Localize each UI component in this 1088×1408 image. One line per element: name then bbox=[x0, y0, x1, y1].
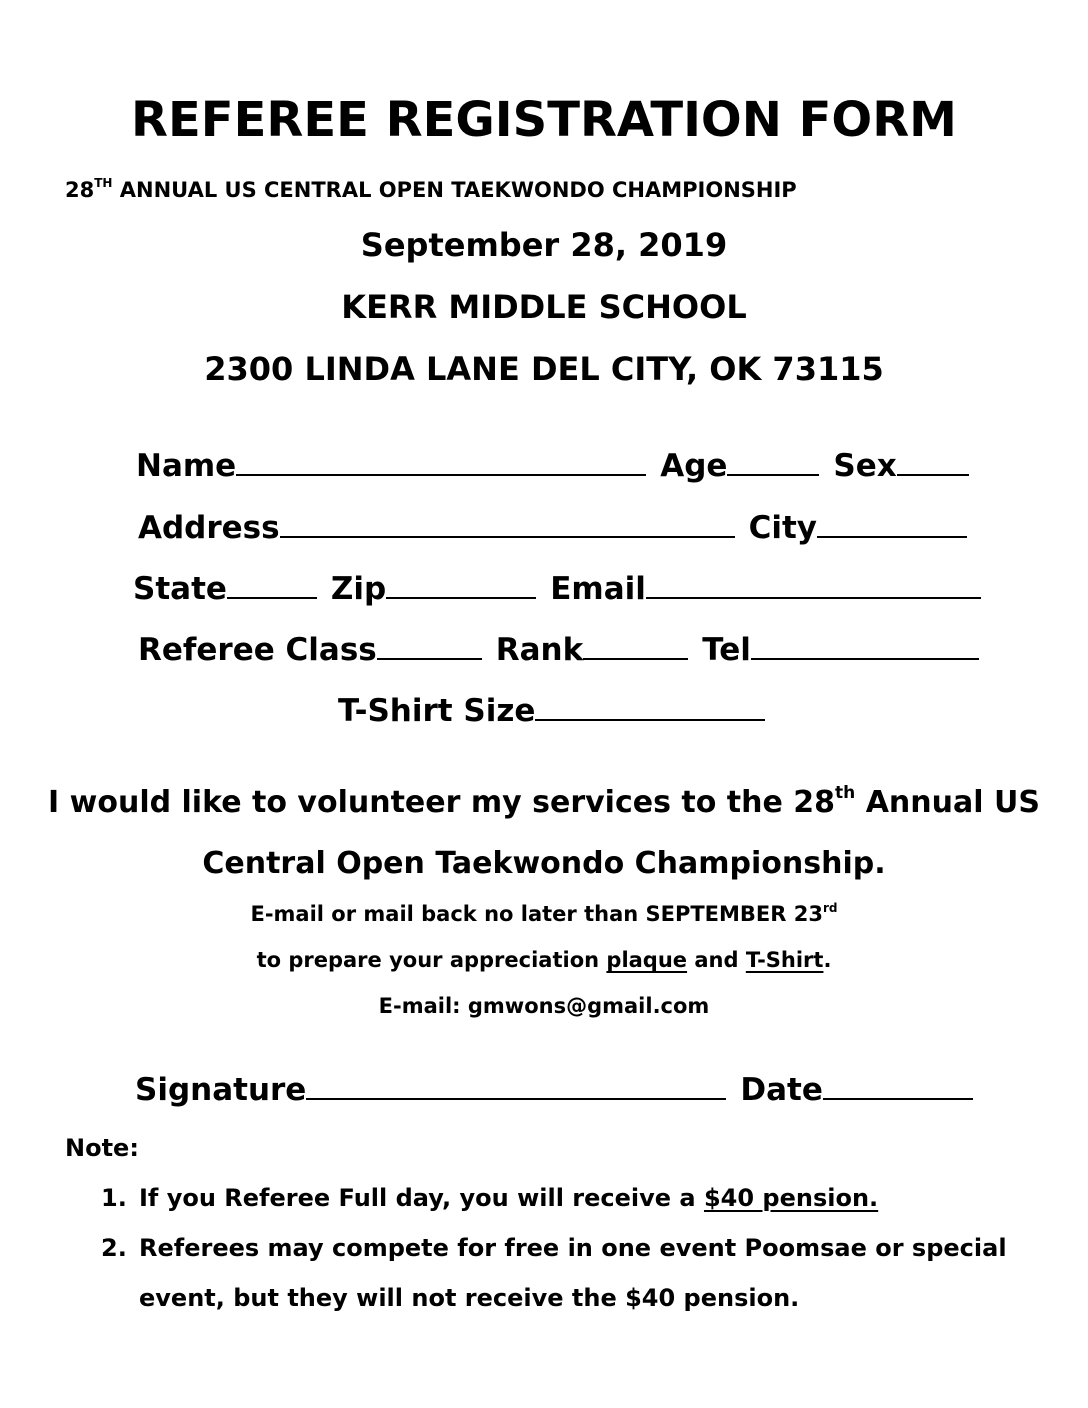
note-item-2: 2. Referees may compete for free in one event Poomsae or special bbox=[101, 1234, 1007, 1262]
age-field[interactable] bbox=[727, 473, 819, 476]
zip-field[interactable] bbox=[386, 596, 536, 599]
rank-field[interactable] bbox=[583, 657, 688, 660]
form-title: REFEREE REGISTRATION FORM bbox=[131, 92, 957, 148]
date-field[interactable] bbox=[823, 1097, 973, 1100]
city-label: City bbox=[748, 510, 817, 546]
form-row-state bbox=[133, 571, 981, 607]
contact-email: E-mail: gmwons@gmail.com bbox=[378, 994, 710, 1018]
age-label: Age bbox=[660, 448, 728, 484]
event-date: September 28, 2019 bbox=[360, 226, 728, 264]
tshirt-size-label: T-Shirt Size bbox=[338, 693, 536, 729]
pension-amount: $40 pension. bbox=[703, 1184, 879, 1212]
form-row-referee bbox=[138, 632, 979, 668]
form-row-tshirt bbox=[338, 693, 765, 729]
city-field[interactable] bbox=[817, 535, 967, 538]
tshirt-size-field[interactable] bbox=[535, 718, 765, 721]
tel-field[interactable] bbox=[751, 657, 979, 660]
email-field[interactable] bbox=[646, 596, 981, 599]
form-row-address bbox=[138, 510, 967, 546]
plaque-text: plaque bbox=[606, 948, 688, 972]
volunteer-statement-line1: I would like to volunteer my services to the 28th Annual US bbox=[48, 783, 1040, 820]
form-row-signature bbox=[135, 1072, 973, 1108]
rank-label: Rank bbox=[495, 632, 584, 668]
name-field[interactable] bbox=[236, 473, 646, 476]
event-venue: KERR MIDDLE SCHOOL bbox=[341, 288, 747, 326]
event-address: 2300 LINDA LANE DEL CITY, OK 73115 bbox=[204, 350, 884, 388]
volunteer-statement-line2: Central Open Taekwondo Championship. bbox=[202, 846, 886, 881]
tshirt-text: T-Shirt bbox=[745, 948, 824, 972]
referee-class-label: Referee Class bbox=[138, 632, 377, 668]
zip-label: Zip bbox=[330, 571, 387, 607]
form-row-name bbox=[136, 448, 969, 484]
date-label: Date bbox=[740, 1072, 823, 1108]
email-label: Email bbox=[550, 571, 646, 607]
signature-label: Signature bbox=[135, 1072, 307, 1108]
referee-class-field[interactable] bbox=[377, 657, 482, 660]
tel-label: Tel bbox=[702, 632, 751, 668]
championship-subtitle: 28TH ANNUAL US CENTRAL OPEN TAEKWONDO CHAMPIONSHIP bbox=[65, 176, 797, 202]
note-item-1: 1. If you Referee Full day, you will receive a $40 pension. bbox=[101, 1184, 879, 1212]
sex-label: Sex bbox=[833, 448, 897, 484]
deadline-text: E-mail or mail back no later than SEPTEMBER 23rd bbox=[250, 901, 838, 926]
prepare-text: to prepare your appreciation plaque and T-Shirt. bbox=[256, 948, 832, 972]
address-label: Address bbox=[138, 510, 280, 546]
address-field[interactable] bbox=[280, 535, 735, 538]
name-label: Name bbox=[136, 448, 237, 484]
note-item-2-continued: event, but they will not receive the $40 pension. bbox=[139, 1284, 800, 1312]
sex-field[interactable] bbox=[897, 473, 969, 476]
state-label: State bbox=[133, 571, 227, 607]
state-field[interactable] bbox=[227, 596, 317, 599]
signature-field[interactable] bbox=[306, 1097, 726, 1100]
note-heading: Note: bbox=[65, 1134, 139, 1162]
